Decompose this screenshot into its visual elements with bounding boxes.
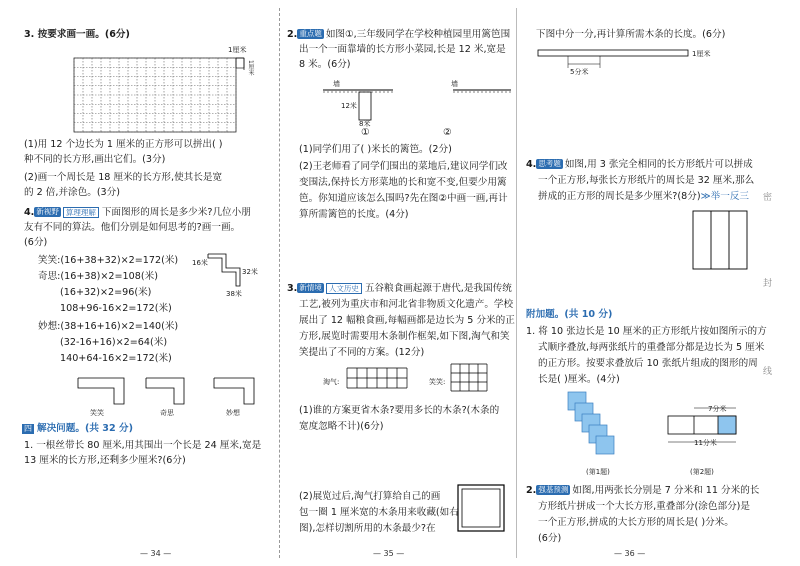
q3-part1-line1: (1)用 12 个边长为 1 厘米的正方形可以拼出( ) — [24, 139, 223, 150]
q2-part2-line3: 笆。你知道应该怎么围吗?先在图②中画一画,再计 — [299, 193, 508, 204]
q4-tag-reasoning: 算理理解 — [63, 207, 99, 218]
q4-extend-link: ≫举一反三 — [700, 191, 750, 202]
b2-line4: (6分) — [538, 533, 562, 544]
q4-line2-c3: 一个正方形,每张长方形纸片的周长是 32 厘米,那么 — [538, 175, 755, 186]
column-1 — [0, 0, 278, 566]
qisi-method-3: 108+96-16×2=172(米) — [60, 303, 172, 314]
xiaoxiao-frame-grid — [451, 364, 491, 394]
b2-line2: 方形纸片拼成一个大长方形,重叠部分(涂色部分)是 — [538, 501, 751, 512]
b2-text-a: 如图,用两张长分别是 7 分米和 11 分米的长 — [572, 485, 760, 496]
q2-line1 — [287, 28, 510, 41]
miaoxiang-method-1: 妙想:(38+16+16)×2=140(米) — [38, 321, 179, 332]
q3-part1-line2: 宽度忽略不计)(6分) — [299, 421, 384, 432]
fig-wall-2: 墙 — [451, 80, 458, 88]
q2-part2-line4: 算所需篱笆的长度。(4分) — [299, 209, 409, 220]
q3-line3: 展出了 12 幅粮食画,每幅画都是边长为 5 分米的正 — [299, 315, 515, 326]
s1-line2: 13 厘米的长方形,还剩多少厘米?(6分) — [24, 455, 186, 466]
qisi-method-1: 奇思:(16+38)×2=108(米) — [38, 271, 158, 282]
miaoxiang-method-3: 140+64-16×2=172(米) — [60, 353, 172, 364]
q3-tag-history: 人文历史 — [326, 283, 362, 294]
q3-line1 — [287, 282, 512, 295]
fig-7cm: 7分米 — [708, 405, 727, 413]
q3-line2: 工艺,被列为重庆市和河北省非物质文化遗产。学校 — [299, 299, 514, 310]
xiaoxiao-method: 笑笑:(16+38+32)×2=172(米) — [38, 255, 179, 266]
b2-tag: 强基预测 — [538, 485, 569, 494]
fig-circle-2: ② — [443, 127, 452, 138]
label-taoqi: 淘气: — [323, 378, 340, 386]
q3-part2-line1: (2)展览过后,淘气打算给自己的画 — [299, 491, 441, 502]
q2-number: 2. — [287, 29, 298, 40]
q3-number: 3. — [287, 283, 298, 294]
q3-text-a: 五谷粮食画起源于唐代,是我国传统 — [364, 283, 512, 294]
dotted-grid — [74, 58, 244, 134]
label-xiaoxiao-2: 笑笑: — [429, 378, 446, 386]
section-number: 四 — [24, 424, 32, 433]
q4-text-a-c3: 如图,用 3 张完全相同的长方形纸片可以拼成 — [564, 159, 753, 170]
q4-text-a: 下面图形的周长是多少米?几位小朋 — [101, 207, 251, 218]
q2-line2: 出一个一面靠墙的长方形小菜园,长是 12 米,宽是 — [299, 44, 506, 55]
seal-line-char-2: 封 — [763, 279, 773, 289]
q4-line2: 友有不同的算法。他们分别是如何思考的?画一画。 — [24, 222, 241, 233]
page-number-35: — 35 — — [373, 549, 405, 558]
b2-line1 — [526, 484, 759, 497]
q4-line1 — [24, 206, 251, 219]
top-continuation: 下图中分一分,再计算所需木条的长度。(6分) — [536, 29, 726, 40]
b1-line1: 1. 将 10 张边长是 10 厘米的正方形纸片按如图所示的方 — [526, 326, 767, 337]
fig-1cm: 1厘米 — [692, 50, 711, 58]
q3-part1-line1: (1)谁的方案更省木条?要用多长的木条?(木条的 — [299, 405, 500, 416]
q2-tag: 重点题 — [299, 29, 322, 38]
grid-1cm-label-h: 1厘米 — [228, 46, 247, 54]
s1-line1: 1. 一根丝带长 80 厘米,用其围出一个长是 24 厘米,宽是 — [24, 440, 262, 451]
fig-wall-1: 墙 — [333, 80, 340, 88]
bonus-title: 附加题。(共 10 分) — [526, 309, 613, 320]
column-2 — [283, 0, 515, 566]
q3-part2-line2: 的 2 倍,并涂色。(3分) — [24, 187, 120, 198]
q3-part2-line2: 包一圈 1 厘米宽的木条用来收藏(如右 — [299, 507, 459, 518]
caption-q2: (第2题) — [690, 468, 714, 476]
b2-number: 2. — [526, 485, 537, 496]
q2-part2-line1: (2)王老师看了同学们围出的菜地后,建议同学们改 — [299, 161, 508, 172]
three-rectangles-square — [692, 210, 748, 272]
q4-tag-new: 新视野 — [36, 207, 59, 216]
grid-1cm-label-v: 1厘米 — [247, 60, 254, 76]
wood-strip-figure — [538, 48, 718, 72]
q3-line5: 笑提出了不同的方案。(12分) — [299, 347, 425, 358]
picture-frame-figure — [457, 484, 507, 534]
miaoxiang-method-2: (32-16+16)×2=64(米) — [60, 337, 168, 348]
q3-part1-line2: 种不同的长方形,画出它们。(3分) — [24, 154, 166, 165]
qisi-method-2: (16+32)×2=96(米) — [60, 287, 152, 298]
q4-number-c3: 4. — [526, 159, 537, 170]
q3-part2-line1: (2)画一个周长是 18 厘米的长方形,使其长是宽 — [24, 172, 223, 183]
label-qisi: 奇思 — [160, 409, 174, 417]
label-miaoxiang: 妙想 — [226, 409, 240, 417]
three-l-shapes — [74, 374, 274, 410]
q2-part2-line2: 变围法,保持长方形菜地的长和宽不变,但要少用篱 — [299, 177, 507, 188]
q4-line1-c3 — [526, 158, 753, 171]
q4-line3: (6分) — [24, 237, 48, 248]
fig-circle-1: ① — [361, 127, 370, 138]
q3-line4: 方形,展览时需要用木条制作框架,如下图,淘气和笑 — [299, 331, 510, 342]
page-number-36: — 36 — — [614, 549, 646, 558]
q4-tag-think: 思考题 — [538, 159, 561, 168]
q4-line3-c3 — [538, 190, 749, 203]
q2-part1: (1)同学们用了( )米长的篱笆。(2分) — [299, 144, 452, 155]
taoqi-frame-grid — [347, 368, 411, 390]
b2-line3: 一个正方形,拼成的大长方形的周长是( )分米。 — [538, 517, 734, 528]
q4-text-c-c3: 拼成的正方形的周长是多少厘米?(8分) — [538, 191, 701, 202]
fig-12m: 12米 — [341, 102, 357, 110]
q3-title: 3. 按要求画一画。(6分) — [24, 29, 130, 40]
q3-tag-new: 新情境 — [299, 283, 322, 292]
stacked-squares-figure — [566, 390, 646, 464]
fig-label-16m: 16米 — [192, 259, 208, 267]
q3-part2-line3: 图),怎样切割所用的木条最少?在 — [299, 523, 436, 534]
b1-line4: 长是( )厘米。(4分) — [538, 374, 620, 385]
b1-line3: 的正方形。按要求叠放后 10 张纸片组成的图形的周 — [538, 358, 758, 369]
label-xiaoxiao: 笑笑 — [90, 409, 104, 417]
q2-text-a: 如图①,三年级同学在学校种植园里用篱笆围 — [325, 29, 511, 40]
section-title: 解决问题。(共 32 分) — [37, 423, 133, 434]
page-number-34: — 34 — — [140, 549, 172, 558]
fig-8m: 8米 — [359, 120, 371, 128]
q4-number: 4. — [24, 207, 35, 218]
seal-line-char-3: 线 — [763, 367, 773, 377]
q2-line3: 8 米。(6分) — [299, 59, 351, 70]
column-3 — [522, 0, 767, 566]
fig-label-32m: 32米 — [242, 268, 258, 276]
fig-5dm: 5分米 — [570, 68, 589, 76]
column-divider-left — [279, 8, 280, 558]
section-4-header — [22, 422, 133, 435]
b1-line2: 式顺序叠放,每两张纸片的重叠部分都是边长为 5 厘米 — [538, 342, 765, 353]
fig-11cm: 11分米 — [694, 439, 717, 447]
column-divider-right — [516, 8, 517, 558]
fig-label-38m: 38米 — [226, 290, 242, 298]
caption-q1: (第1题) — [586, 468, 610, 476]
seal-line-char-1: 密 — [763, 193, 773, 203]
